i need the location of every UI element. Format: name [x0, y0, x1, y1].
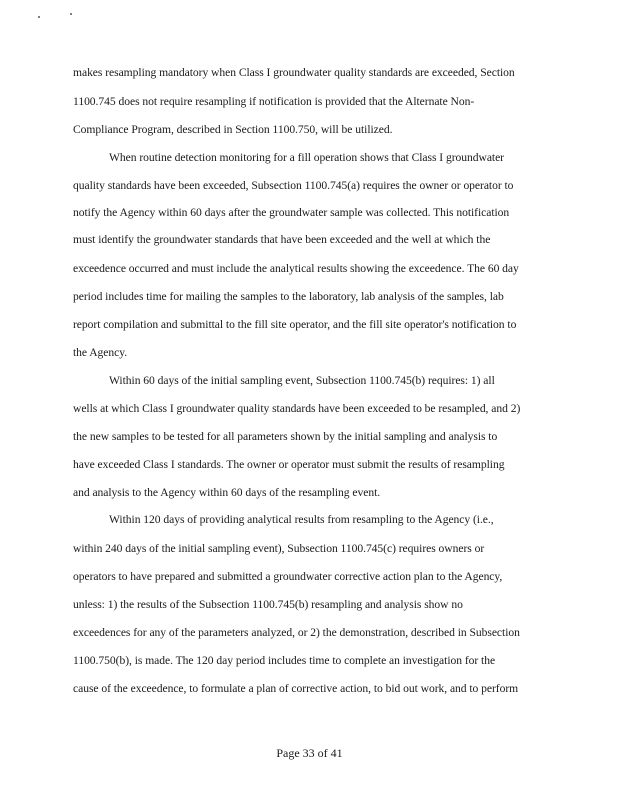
- text-line: operators to have prepared and submitted a groundwater corrective action plan to the Agency,: [73, 570, 503, 583]
- text-line: the Agency.: [73, 346, 128, 359]
- text-line: Within 60 days of the initial sampling event, Subsection 1100.745(b) requires: 1) all: [109, 374, 495, 387]
- text-line: When routine detection monitoring for a fill operation shows that Class I groundwater: [109, 151, 504, 164]
- text-line: 1100.750(b), is made. The 120 day period includes time to complete an investigation for the: [73, 654, 496, 667]
- text-line: must identify the groundwater standards that have been exceeded and the well at which the: [73, 233, 491, 246]
- text-line: makes resampling mandatory when Class I groundwater quality standards are exceeded, Section: [73, 66, 515, 79]
- text-line: the new samples to be tested for all parameters shown by the initial sampling and analysis to: [73, 430, 498, 443]
- text-line: have exceeded Class I standards. The owner or operator must submit the results of resampling: [73, 458, 505, 471]
- text-line: exceedences for any of the parameters analyzed, or 2) the demonstration, described in Subsection: [73, 626, 520, 639]
- scan-speck: [70, 13, 72, 15]
- text-line: notify the Agency within 60 days after the groundwater sample was collected. This notification: [73, 206, 510, 219]
- text-line: Within 120 days of providing analytical results from resampling to the Agency (i.e.,: [109, 513, 494, 526]
- text-line: exceedence occurred and must include the analytical results showing the exceedence. The 60 day: [73, 262, 519, 275]
- text-line: and analysis to the Agency within 60 days of the resampling event.: [73, 486, 381, 499]
- text-line: quality standards have been exceeded, Subsection 1100.745(a) requires the owner or operator to: [73, 179, 514, 192]
- page-number: Page 33 of 41: [276, 746, 343, 760]
- text-line: unless: 1) the results of the Subsection 1100.745(b) resampling and analysis show no: [73, 598, 463, 611]
- text-line: within 240 days of the initial sampling event), Subsection 1100.745(c) requires owners or: [73, 542, 485, 555]
- text-line: period includes time for mailing the samples to the laboratory, lab analysis of the samples, lab: [73, 290, 504, 303]
- scan-speck: [38, 16, 40, 18]
- text-line: Compliance Program, described in Section 1100.750, will be utilized.: [73, 123, 393, 136]
- text-line: 1100.745 does not require resampling if notification is provided that the Alternate Non-: [73, 95, 475, 108]
- text-line: wells at which Class I groundwater quality standards have been exceeded to be resampled, and 2): [73, 402, 521, 415]
- text-line: report compilation and submittal to the fill site operator, and the fill site operator's notification to: [73, 318, 517, 331]
- text-line: cause of the exceedence, to formulate a plan of corrective action, to bid out work, and to perform: [73, 682, 519, 695]
